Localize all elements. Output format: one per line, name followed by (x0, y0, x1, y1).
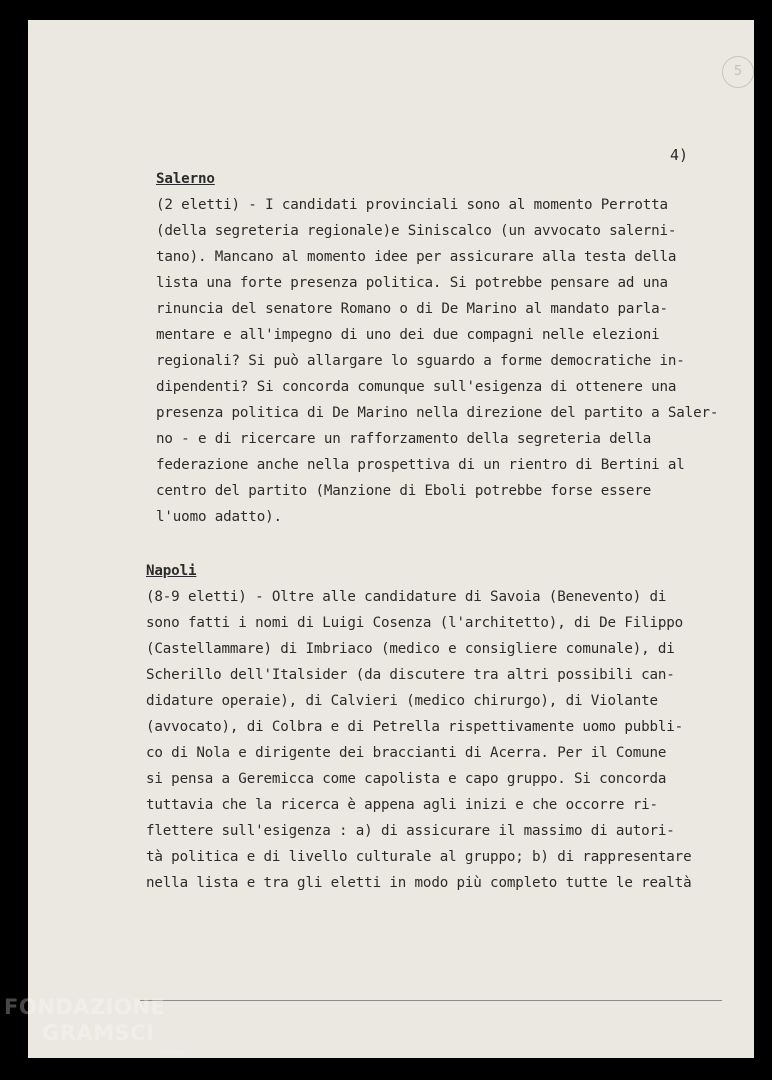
section-heading: Napoli (146, 563, 197, 579)
text-line: si pensa a Geremicca come capolista e capo gruppo. Si concorda (146, 771, 667, 787)
text-line: flettere sull'esigenza : a) di assicurare il massimo di autori- (146, 823, 675, 839)
text-line: centro del partito (Manzione di Eboli potrebbe forse essere (156, 483, 652, 499)
text-line: (della segreteria regionale)e Siniscalco (un avvocato salerni- (156, 223, 677, 239)
text-line: (8-9 eletti) - Oltre alle candidature di Savoia (Benevento) di (146, 589, 667, 605)
text-line: tà politica e di livello culturale al gruppo; b) di rappresentare (146, 849, 692, 865)
watermark-line-3: onlus (160, 1048, 185, 1058)
text-line: federazione anche nella prospettiva di un rientro di Bertini al (156, 457, 685, 473)
watermark-logo (4, 994, 184, 1066)
text-line: Scherillo dell'Italsider (da discutere tra altri possibili can- (146, 667, 675, 683)
text-line: dipendenti? Si concorda comunque sull'esigenza di ottenere una (156, 379, 677, 395)
section-salerno (156, 166, 746, 530)
watermark-line-2: GRAMSCI (42, 1021, 155, 1045)
text-line: (Castellammare) di Imbriaco (medico e consigliere comunale), di (146, 641, 675, 657)
section-napoli (146, 558, 736, 896)
text-line: didature operaie), di Calvieri (medico chirurgo), di Violante (146, 693, 658, 709)
text-line: mentare e all'impegno di uno dei due compagni nelle elezioni (156, 327, 660, 343)
archive-stamp: 5 (722, 56, 754, 88)
text-line: tuttavia che la ricerca è appena agli inizi e che occorre ri- (146, 797, 658, 813)
page-divider (140, 1000, 722, 1001)
text-line: (2 eletti) - I candidati provinciali sono al momento Perrotta (156, 197, 668, 213)
text-line: l'uomo adatto). (156, 509, 282, 525)
text-line: tano). Mancano al momento idee per assicurare alla testa della (156, 249, 677, 265)
text-line: co di Nola e dirigente dei braccianti di Acerra. Per il Comune (146, 745, 667, 761)
text-line: rinuncia del senatore Romano o di De Marino al mandato parla- (156, 301, 668, 317)
text-line: lista una forte presenza politica. Si potrebbe pensare ad una (156, 275, 668, 291)
text-line: nella lista e tra gli eletti in modo più completo tutte le realtà (146, 875, 692, 891)
text-line: sono fatti i nomi di Luigi Cosenza (l'architetto), di De Filippo (146, 615, 684, 631)
section-heading: Salerno (156, 171, 215, 187)
text-line: presenza politica di De Marino nella direzione del partito a Saler- (156, 405, 719, 421)
text-line: (avvocato), di Colbra e di Petrella rispettivamente uomo pubbli- (146, 719, 684, 735)
watermark-line-1: FONDAZIONE (4, 995, 166, 1019)
text-line: regionali? Si può allargare lo sguardo a forme democratiche in- (156, 353, 685, 369)
text-line: no - e di ricercare un rafforzamento della segreteria della (156, 431, 652, 447)
page-number: 4) (670, 146, 689, 164)
